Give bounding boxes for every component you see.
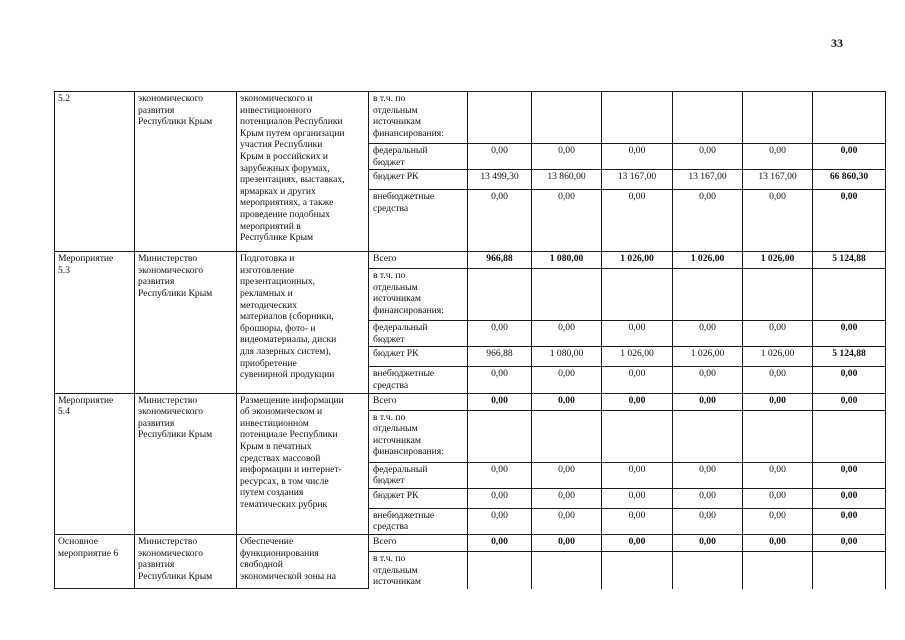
- year-value-cell: 0,00: [602, 534, 673, 551]
- year-value-cell: [602, 92, 673, 144]
- year-value-cell: 0,00: [602, 144, 673, 170]
- table-row: [55, 534, 886, 551]
- executor-cell: Министерство экономического развития Республики Крым: [135, 393, 237, 534]
- year-value-cell: 0,00: [673, 321, 743, 347]
- funding-source-cell: внебюджетные средства: [369, 508, 468, 534]
- year-value-cell: [673, 410, 743, 462]
- year-value-cell: [602, 410, 673, 462]
- year-value-cell: 0,00: [743, 488, 813, 508]
- total-value-cell: 0,00: [813, 321, 886, 347]
- year-value-cell: [532, 269, 602, 321]
- funding-source-cell: бюджет РК: [369, 488, 468, 508]
- measure-description-cell: экономического и инвестиционного потенциалов Республики Крым путем организации участия Республики Крым в российских и зарубежных форумах, презентациях, выставках, ярмарках и других мероприятиях, а также проведение подобных мероприятий в Республике Крым: [237, 92, 369, 252]
- year-value-cell: [743, 269, 813, 321]
- year-value-cell: [532, 551, 602, 588]
- funding-source-cell: в т.ч. по отдельным источникам финансирования:: [369, 269, 468, 321]
- year-value-cell: 0,00: [673, 144, 743, 170]
- year-value-cell: 0,00: [602, 393, 673, 410]
- measure-code-cell: 5.2: [55, 92, 135, 252]
- year-value-cell: 0,00: [468, 367, 532, 393]
- year-value-cell: [468, 410, 532, 462]
- year-value-cell: 0,00: [602, 321, 673, 347]
- year-value-cell: 1 026,00: [602, 252, 673, 269]
- year-value-cell: 0,00: [468, 488, 532, 508]
- funding-source-cell: Всего: [369, 252, 468, 269]
- year-value-cell: 0,00: [602, 488, 673, 508]
- total-value-cell: 0,00: [813, 190, 886, 252]
- total-value-cell: 0,00: [813, 462, 886, 488]
- table-row: [55, 393, 886, 410]
- executor-cell: Министерство экономического развития Республики Крым: [135, 534, 237, 588]
- year-value-cell: 13 167,00: [602, 170, 673, 190]
- executor-cell: экономического развития Республики Крым: [135, 92, 237, 252]
- year-value-cell: [673, 92, 743, 144]
- year-value-cell: [673, 269, 743, 321]
- total-value-cell: 0,00: [813, 367, 886, 393]
- year-value-cell: 0,00: [602, 190, 673, 252]
- year-value-cell: [468, 92, 532, 144]
- funding-source-cell: бюджет РК: [369, 347, 468, 367]
- year-value-cell: 0,00: [468, 190, 532, 252]
- year-value-cell: 0,00: [673, 393, 743, 410]
- year-value-cell: 0,00: [532, 321, 602, 347]
- year-value-cell: 0,00: [602, 367, 673, 393]
- funding-source-cell: бюджет РК: [369, 170, 468, 190]
- year-value-cell: 0,00: [743, 393, 813, 410]
- year-value-cell: [468, 551, 532, 588]
- total-value-cell: 0,00: [813, 508, 886, 534]
- year-value-cell: 13 167,00: [743, 170, 813, 190]
- year-value-cell: 0,00: [743, 367, 813, 393]
- year-value-cell: 0,00: [468, 321, 532, 347]
- funding-source-cell: в т.ч. по отдельным источникам финансирования:: [369, 410, 468, 462]
- funding-source-cell: внебюджетные средства: [369, 190, 468, 252]
- total-value-cell: 0,00: [813, 393, 886, 410]
- year-value-cell: 0,00: [532, 190, 602, 252]
- financing-table: [54, 91, 886, 589]
- funding-source-cell: федеральный бюджет: [369, 462, 468, 488]
- executor-cell: Министерство экономического развития Республики Крым: [135, 252, 237, 393]
- year-value-cell: 0,00: [532, 462, 602, 488]
- funding-source-cell: Всего: [369, 393, 468, 410]
- funding-source-cell: в т.ч. по отдельным источникам финансирования:: [369, 92, 468, 144]
- year-value-cell: 0,00: [468, 144, 532, 170]
- year-value-cell: 0,00: [602, 508, 673, 534]
- year-value-cell: 0,00: [532, 393, 602, 410]
- funding-source-cell: федеральный бюджет: [369, 144, 468, 170]
- total-value-cell: [813, 92, 886, 144]
- measure-code-cell: Мероприятие 5.4: [55, 393, 135, 534]
- year-value-cell: 966,88: [468, 252, 532, 269]
- year-value-cell: 1 026,00: [743, 252, 813, 269]
- measure-description-cell: Размещение информации об экономическом и инвестиционном потенциале Республики Крым в печатных средствах массовой информации и интернет- ресурсах, в том числе путем создания тематических рубрик: [237, 393, 369, 534]
- funding-source-cell: в т.ч. по отдельным источникам: [369, 551, 468, 588]
- year-value-cell: [468, 269, 532, 321]
- year-value-cell: 0,00: [532, 144, 602, 170]
- year-value-cell: 13 860,00: [532, 170, 602, 190]
- year-value-cell: [743, 551, 813, 588]
- funding-source-cell: Всего: [369, 534, 468, 551]
- total-value-cell: [813, 551, 886, 588]
- year-value-cell: 0,00: [468, 508, 532, 534]
- funding-source-cell: федеральный бюджет: [369, 321, 468, 347]
- year-value-cell: 0,00: [602, 462, 673, 488]
- year-value-cell: 1 026,00: [673, 252, 743, 269]
- year-value-cell: [532, 410, 602, 462]
- total-value-cell: 5 124,88: [813, 252, 886, 269]
- year-value-cell: 0,00: [673, 462, 743, 488]
- measure-code-cell: Мероприятие 5.3: [55, 252, 135, 393]
- year-value-cell: 1 080,00: [532, 252, 602, 269]
- year-value-cell: [532, 92, 602, 144]
- year-value-cell: 0,00: [743, 190, 813, 252]
- year-value-cell: 1 026,00: [743, 347, 813, 367]
- year-value-cell: 0,00: [468, 534, 532, 551]
- measure-code-cell: Основное мероприятие 6: [55, 534, 135, 588]
- year-value-cell: 0,00: [743, 534, 813, 551]
- year-value-cell: 0,00: [673, 367, 743, 393]
- year-value-cell: 13 167,00: [673, 170, 743, 190]
- total-value-cell: 0,00: [813, 144, 886, 170]
- page-number: 33: [831, 36, 843, 50]
- year-value-cell: [602, 551, 673, 588]
- year-value-cell: 0,00: [673, 534, 743, 551]
- total-value-cell: [813, 410, 886, 462]
- measure-description-cell: Подготовка и изготовление презентационных, рекламных и методических материалов (сборники, брошюры, фото- и видеоматериалы, диски для лазерных систем), приобретение сувенирной продукции: [237, 252, 369, 393]
- year-value-cell: 0,00: [743, 508, 813, 534]
- total-value-cell: 0,00: [813, 534, 886, 551]
- year-value-cell: 0,00: [532, 534, 602, 551]
- year-value-cell: 0,00: [743, 462, 813, 488]
- year-value-cell: 0,00: [532, 488, 602, 508]
- total-value-cell: 66 860,30: [813, 170, 886, 190]
- year-value-cell: 966,88: [468, 347, 532, 367]
- year-value-cell: 13 499,30: [468, 170, 532, 190]
- year-value-cell: 0,00: [468, 462, 532, 488]
- year-value-cell: 0,00: [468, 393, 532, 410]
- year-value-cell: [602, 269, 673, 321]
- year-value-cell: [673, 551, 743, 588]
- total-value-cell: 5 124,88: [813, 347, 886, 367]
- year-value-cell: 0,00: [673, 190, 743, 252]
- year-value-cell: 0,00: [743, 321, 813, 347]
- year-value-cell: 0,00: [532, 508, 602, 534]
- year-value-cell: 0,00: [673, 508, 743, 534]
- year-value-cell: 1 080,00: [532, 347, 602, 367]
- total-value-cell: 0,00: [813, 488, 886, 508]
- measure-description-cell: Обеспечение функционирования свободной экономической зоны на: [237, 534, 369, 588]
- table-row: [55, 252, 886, 269]
- year-value-cell: [743, 92, 813, 144]
- total-value-cell: [813, 269, 886, 321]
- funding-source-cell: внебюджетные средства: [369, 367, 468, 393]
- year-value-cell: 1 026,00: [673, 347, 743, 367]
- year-value-cell: 1 026,00: [602, 347, 673, 367]
- year-value-cell: [743, 410, 813, 462]
- table-row: [55, 92, 886, 144]
- year-value-cell: 0,00: [743, 144, 813, 170]
- year-value-cell: 0,00: [673, 488, 743, 508]
- year-value-cell: 0,00: [532, 367, 602, 393]
